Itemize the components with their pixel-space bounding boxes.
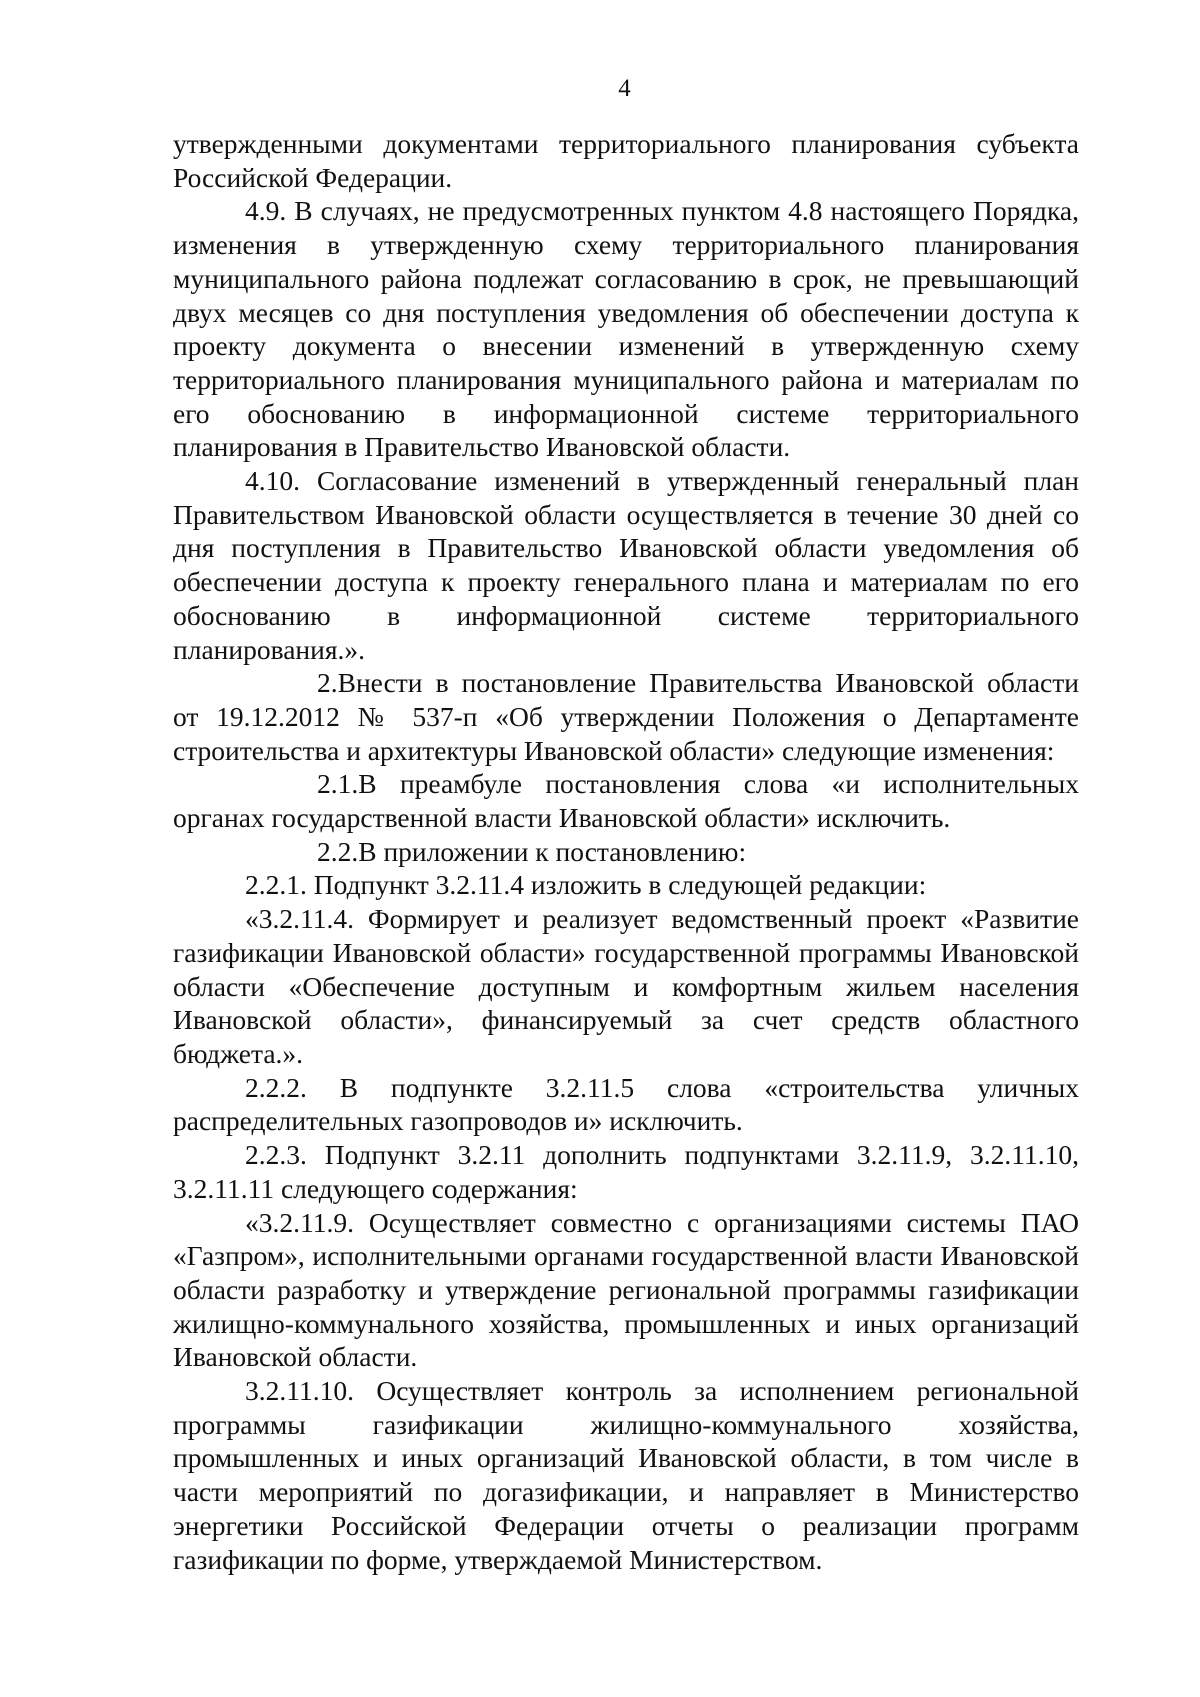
paragraph-continuation: утвержденными документами территориального планирования субъекта Российской Федерации. <box>173 128 1079 193</box>
paragraph-2-1-number: 2.1. <box>317 768 359 800</box>
paragraph-2-2-number: 2.2. <box>317 835 359 867</box>
paragraph-2-text: Внести в постановление Правительства Ивановской области от 19.12.2012 № 537-п «Об утверждении Положения о Департаменте строительства и архитектуры Ивановской области» следующие изменения: <box>173 667 1079 766</box>
paragraph-3-2-11-4: «3.2.11.4. Формирует и реализует ведомственный проект «Развитие газификации Ивановской области» государственной программы Ивановской области «Обеспечение доступным и комфортным жильем населения Ивановской области», финансируемый за счет средств областного бюджета.». <box>173 903 1079 1069</box>
paragraph-4-9: 4.9. В случаях, не предусмотренных пунктом 4.8 настоящего Порядка, изменения в утвержденную схему территориального планирования муниципального района подлежат согласованию в срок, не превышающий двух месяцев со дня поступления уведомления об обеспечении доступа к проекту документа о внесении изменений в утвержденную схему территориального планирования муниципального района и материалам по его обоснованию в информационной системе территориального планирования в Правительство Ивановской области. <box>173 195 1079 463</box>
paragraph-2 <box>173 666 1079 767</box>
paragraph-2-number: 2. <box>317 667 338 699</box>
paragraph-4-10: 4.10. Согласование изменений в утвержденный генеральный план Правительством Ивановской области осуществляется в течение 30 дней со дня поступления в Правительство Ивановской области уведомления об обеспечении доступа к проекту генерального плана и материалам по его обоснованию в информационной системе территориального планирования.». <box>173 465 1079 665</box>
paragraph-2-2-3: 2.2.3. Подпункт 3.2.11 дополнить подпунктами 3.2.11.9, 3.2.11.10, 3.2.11.11 следующего содержания: <box>173 1139 1079 1204</box>
paragraph-2-1 <box>173 767 1079 834</box>
paragraph-2-2-1: 2.2.1. Подпункт 3.2.11.4 изложить в следующей редакции: <box>245 869 927 901</box>
paragraph-2-1-text: В преамбуле постановления слова «и исполнительных органах государственной власти Ивановской области» исключить. <box>173 768 1079 834</box>
document-body <box>173 127 1079 1576</box>
paragraph-3-2-11-10: 3.2.11.10. Осуществляет контроль за исполнением региональной программы газификации жилищно-коммунального хозяйства, промышленных и иных организаций Ивановской области, в том числе в части мероприятий по догазификации, и направляет в Министерство энергетики Российской Федерации отчеты о реализации программ газификации по форме, утверждаемой Министерством. <box>173 1375 1079 1575</box>
paragraph-2-2-2: 2.2.2. В подпункте 3.2.11.5 слова «строительства уличных распределительных газопроводов и» исключить. <box>173 1071 1079 1137</box>
page-number: 4 <box>618 75 631 102</box>
paragraph-2-2-text: В приложении к постановлению: <box>358 835 747 867</box>
paragraph-3-2-11-9: «3.2.11.9. Осуществляет совместно с организациями системы ПАО «Газпром», исполнительными органами государственной власти Ивановской области разработку и утверждение региональной программы газификации жилищно-коммунального хозяйства, промышленных и иных организаций Ивановской области. <box>173 1206 1079 1373</box>
paragraph-2-2 <box>173 835 1079 869</box>
